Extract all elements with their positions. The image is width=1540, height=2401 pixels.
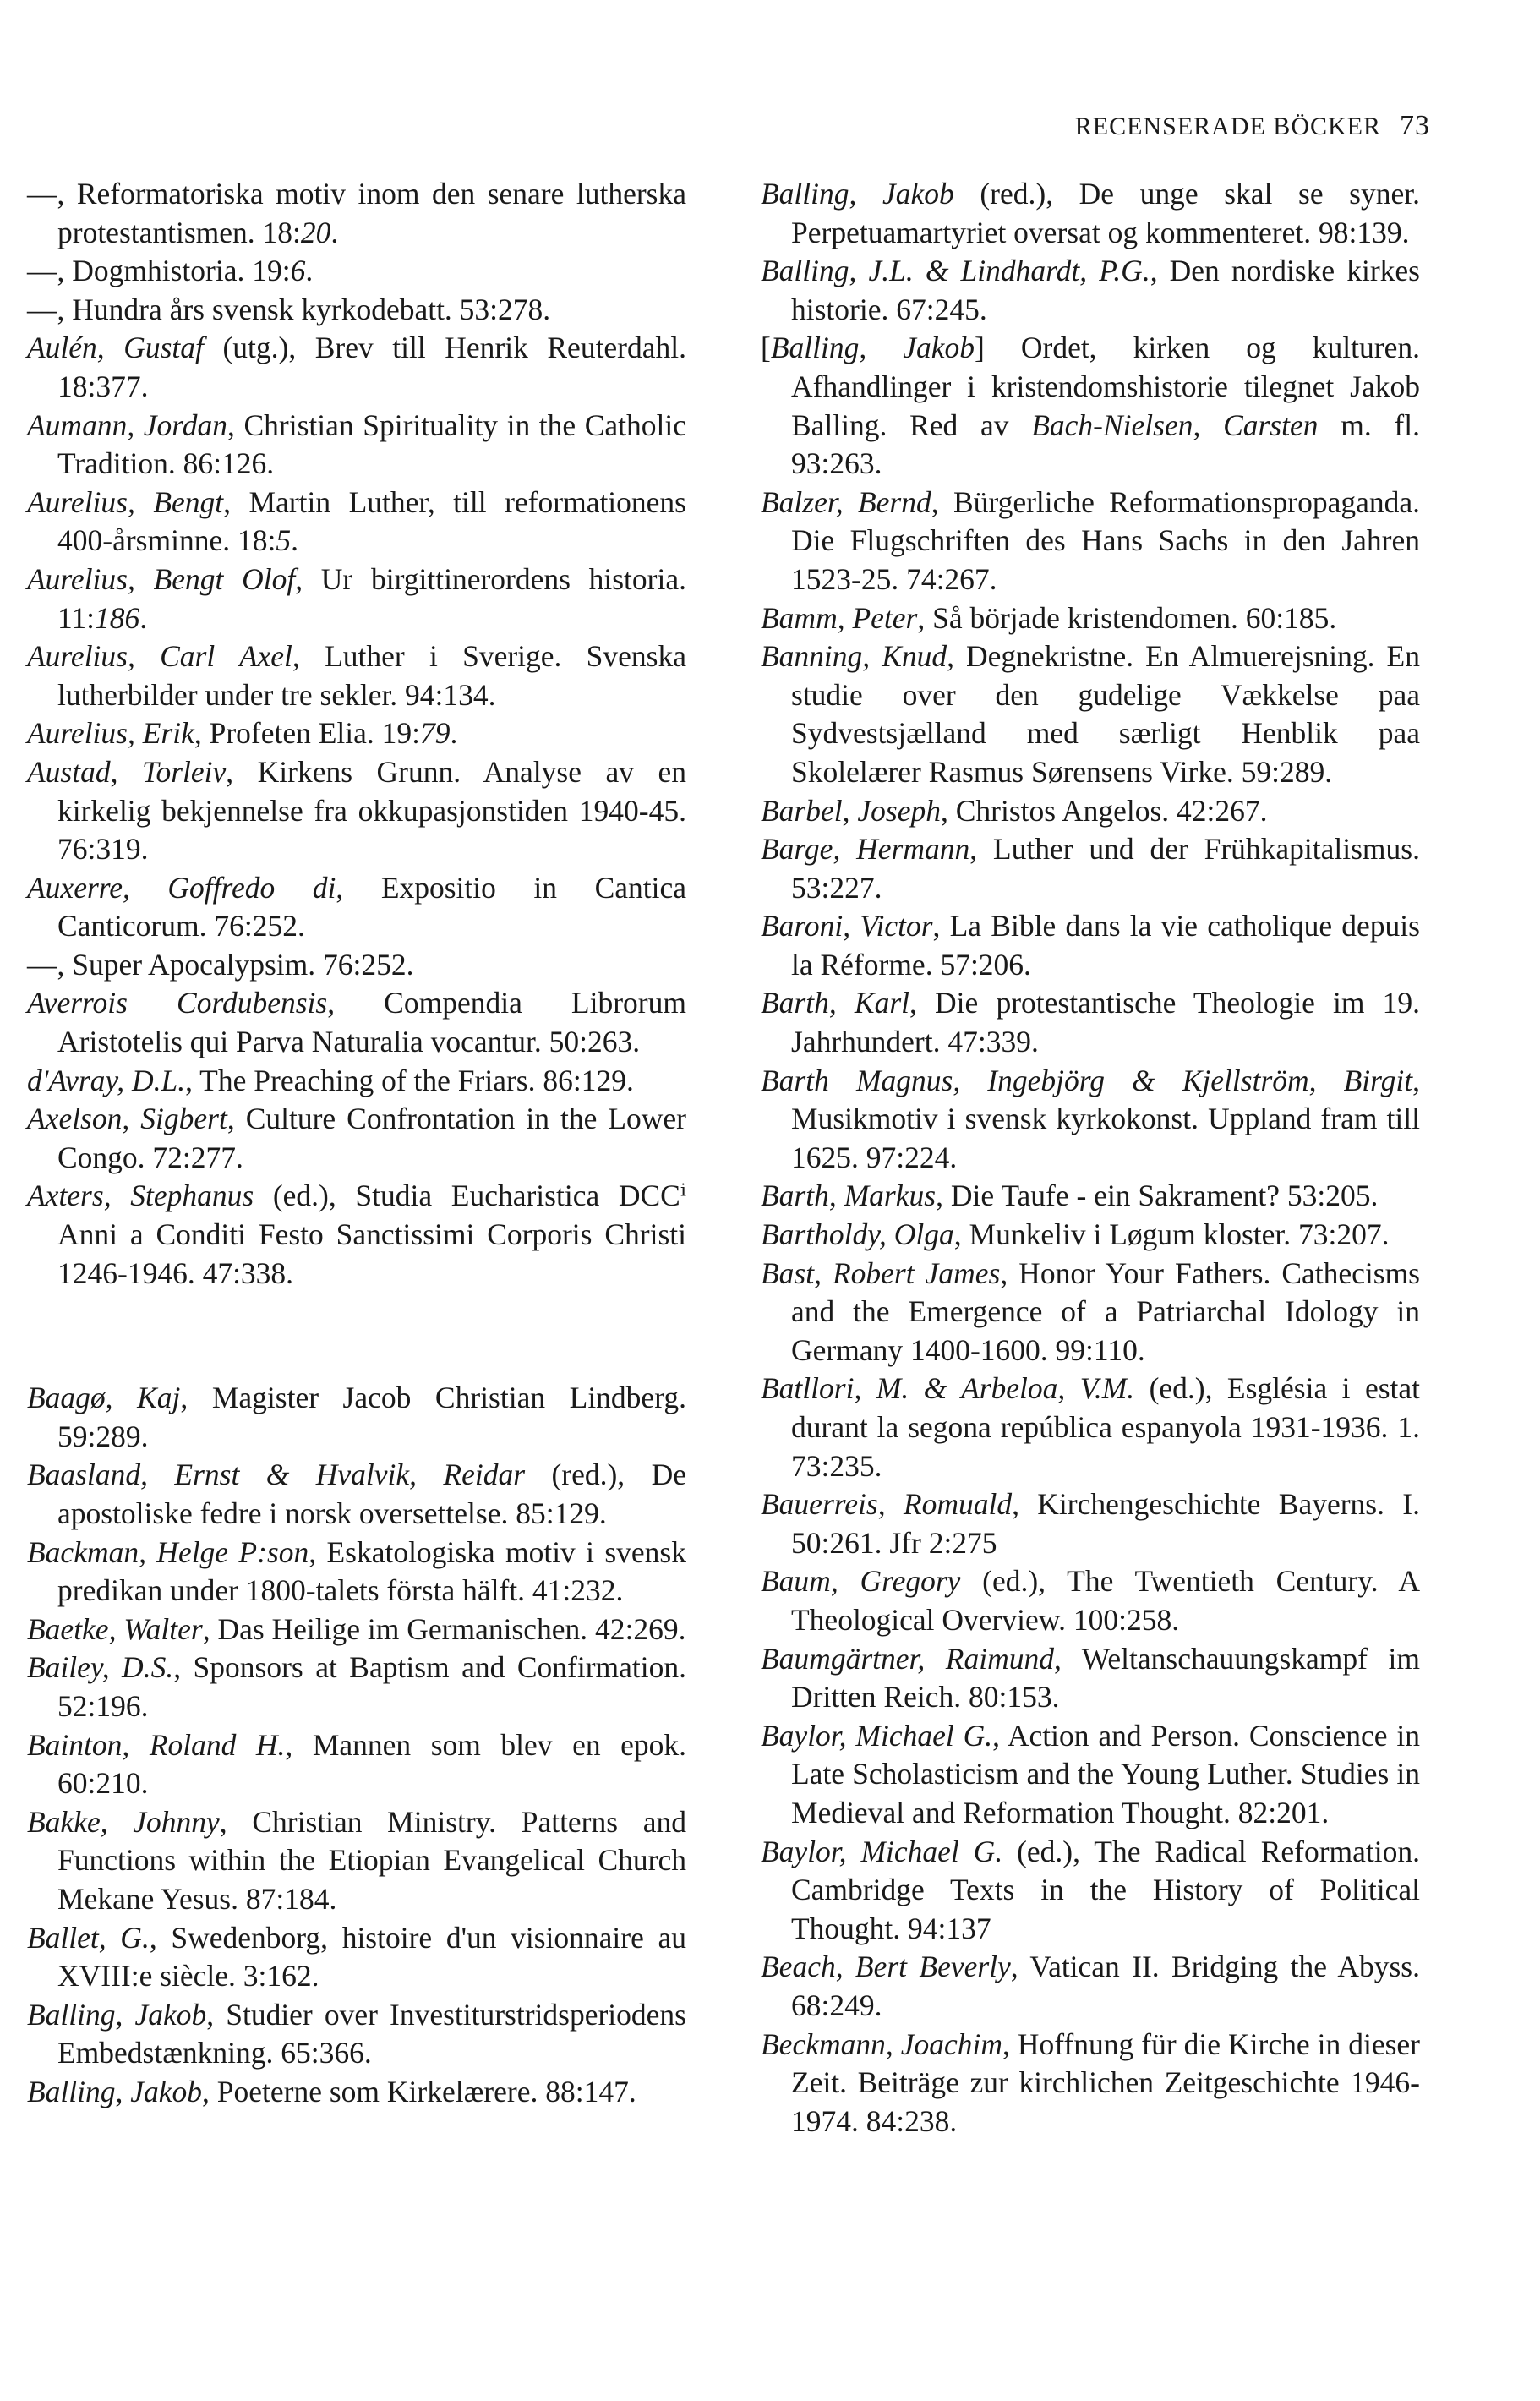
bibliography-entry — [761, 1948, 1420, 2025]
bibliography-entry — [27, 1919, 686, 1996]
entry-author: Bamm, Peter — [761, 600, 918, 635]
bibliography-entry — [27, 869, 686, 946]
entry-author: Barge, Hermann — [761, 832, 970, 867]
entry-author: Batllori, M. & Arbeloa, V.M. — [761, 1371, 1135, 1406]
bibliography-entry — [27, 252, 686, 291]
entry-text: , Christian Ministry. Patterns and Functions within the Etiopian Evangelical Church Mekane Yesus. 87:184. — [57, 1804, 687, 1916]
bibliography-entry — [27, 329, 686, 406]
bibliography-entry — [761, 1177, 1420, 1216]
bibliography-entry — [761, 907, 1420, 984]
bibliography-entry — [27, 1726, 686, 1803]
entry-author: Balzer, Bernd — [761, 484, 931, 519]
entry-text: , Weltanschauungskampf im Dritten Reich. 80:153. — [791, 1641, 1420, 1715]
entry-author: Baroni, Victor — [761, 909, 933, 943]
entry-text: (ed.), The Twentieth Century. A Theological Overview. 100:258. — [791, 1564, 1420, 1637]
entry-author: Bakke, Johnny — [27, 1804, 220, 1839]
bibliography-entry — [27, 714, 686, 753]
bibliography-entry — [27, 291, 686, 330]
entry-author: Barbel, Joseph — [761, 793, 941, 828]
entry-author: Balling, J.L. & Lindhardt, P.G. — [761, 254, 1150, 288]
right-column — [761, 175, 1420, 2141]
bibliography-entry — [27, 1379, 686, 1456]
entry-text: (red.), De unge skal se syner. Perpetuamartyriet oversat og kommenteret. 98:139. — [791, 177, 1420, 249]
bibliography-entry — [27, 1456, 686, 1533]
bibliography-entry — [27, 175, 686, 252]
running-head — [1075, 110, 1430, 142]
entry-ref-italic: 5 — [276, 523, 292, 558]
entry-author: Bartholdy, Olga — [761, 1217, 954, 1252]
entry-text: , Den nordiske kirkes historie. 67:245. — [791, 254, 1420, 326]
bibliography-entry — [27, 1611, 686, 1649]
entry-text: , Vatican II. Bridging the Abyss. 68:249. — [791, 1950, 1420, 2022]
entry-author: Bauerreis, Romuald — [761, 1487, 1013, 1522]
entry-author: Baylor, Michael G. — [761, 1834, 1003, 1868]
entry-author: Baetke, Walter — [27, 1611, 203, 1646]
entry-author: Baumgärtner, Raimund — [761, 1641, 1054, 1676]
entry-author: Aurelius, Carl Axel — [27, 639, 292, 674]
bibliography-entry — [761, 1640, 1420, 1717]
bibliography-entry — [761, 830, 1420, 907]
entry-text: (ed.), The Radical Reformation. Cambridge Texts in the History of Political Thought. 94:137 — [791, 1834, 1420, 1945]
entry-author: Beckmann, Joachim — [761, 2026, 1002, 2061]
entry-text: —, Dogmhistoria. 19: — [27, 254, 291, 288]
entry-text: . — [305, 254, 314, 288]
entry-text: , Die protestantische Theologie im 19. Jahrhundert. 47:339. — [791, 986, 1420, 1059]
entry-text: , Hoffnung für die Kirche in dieser Zeit. Beiträge zur kirchlichen Zeitgeschichte 1946-1974. 84:238. — [791, 2026, 1420, 2138]
entry-text: m. fl. 93:263. — [791, 407, 1420, 481]
entry-text: , Das Heilige im Germanischen. 42:269. — [202, 1611, 686, 1646]
entry-author: Balling, Jakob — [27, 2074, 203, 2108]
entry-author: Aumann, Jordan — [27, 407, 228, 442]
entry-text: , Ur birgittinerordens historia. 11: — [57, 561, 686, 635]
entry-text: , Action and Person. Conscience in Late Scholasticism and the Young Luther. Studies in Medieval and Reformation Thought. 82:201. — [791, 1718, 1420, 1829]
bibliography-entry — [27, 753, 686, 869]
entry-text: , Compendia Librorum Aristotelis qui Parva Naturalia vocantur. 50:263. — [57, 986, 686, 1059]
entry-text: , Luther und der Frühkapitalismus. 53:227. — [791, 832, 1420, 905]
bibliography-entry — [27, 561, 686, 637]
entry-text: , Die Taufe - ein Sakrament? 53:205. — [936, 1179, 1379, 1213]
bibliography-entry — [27, 946, 686, 985]
entry-text: (red.), De apostoliske fedre i norsk oversettelse. 85:129. — [57, 1458, 686, 1530]
entry-author: Barth Magnus, Ingebjörg & Kjellström, Birgit — [761, 1063, 1413, 1097]
entry-author: Aurelius, Bengt — [27, 484, 224, 519]
bibliography-entry — [761, 1485, 1420, 1562]
entry-text: ] Ordet, kirken og kulturen. Afhandlinger i kristendomshistorie tilegnet Jakob Balling. Red av — [791, 331, 1420, 442]
entry-author: d'Avray, D.L. — [27, 1063, 186, 1097]
entry-text: , Kirchengeschichte Bayerns. I. 50:261. Jfr 2:275 — [791, 1487, 1420, 1560]
bibliography-entry — [761, 329, 1420, 483]
entry-text: , Christian Spirituality in the Catholic Tradition. 86:126. — [57, 407, 686, 481]
bibliography-entry — [761, 1216, 1420, 1255]
entry-author: Aurelius, Bengt Olof — [27, 561, 296, 596]
entry-author: Ballet, G. — [27, 1920, 150, 1955]
running-head-title: RECENSERADE BÖCKER — [1074, 112, 1381, 140]
entry-author: Aulén, Gustaf — [27, 331, 204, 365]
bibliography-entry — [761, 599, 1420, 638]
bibliography-entry — [761, 792, 1420, 831]
entry-author: Auxerre, Goffredo di — [27, 870, 336, 905]
entry-ref-italic: 186 — [95, 600, 140, 635]
entry-text: , Studier over Investiturstridsperiodens Embedstænkning. 65:366. — [57, 1997, 686, 2070]
entry-author: Baum, Gregory — [761, 1564, 961, 1599]
bibliography-entry — [761, 637, 1420, 791]
entry-text: , The Preaching of the Friars. 86:129. — [185, 1063, 634, 1097]
entry-text: . — [291, 523, 298, 558]
entry-text: , Christos Angelos. 42:267. — [940, 793, 1268, 828]
entry-author: Backman, Helge P:son — [27, 1534, 309, 1569]
entry-text: , Mannen som blev en epok. 60:210. — [57, 1727, 686, 1801]
bibliography-entry — [27, 1062, 686, 1101]
entry-author: Austad, Torleiv — [27, 754, 227, 789]
entry-ref-italic: 79 — [420, 716, 451, 751]
entry-author: Balling, Jakob — [770, 331, 975, 365]
bibliography-entry — [27, 1996, 686, 2073]
entry-text: , Expositio in Cantica Canticorum. 76:252. — [57, 870, 686, 943]
entry-text: , Profeten Elia. 19: — [194, 716, 421, 751]
entry-text: (ed.), Església i estat durant la segona república espanyola 1931-1936. 1. 73:235. — [791, 1371, 1421, 1483]
entry-text: , Kirkens Grunn. Analyse av en kirkelig bekjennelse fra okkupasjonstiden 1940-45. 76:319. — [57, 754, 686, 867]
entry-text: , Honor Your Fathers. Cathecisms and the Emergence of a Patriarchal Idology in Germany 1400-1600. 99:110. — [791, 1255, 1420, 1367]
bibliography-entry — [27, 1649, 686, 1726]
entry-author: Baagø, Kaj — [27, 1381, 181, 1415]
bibliography-entry — [761, 1562, 1420, 1639]
entry-text: —, Hundra års svensk kyrkodebatt. 53:278. — [27, 292, 551, 326]
entry-text: , Luther i Sverige. Svenska lutherbilder under tre sekler. 94:134. — [57, 639, 686, 712]
entry-text: . — [139, 600, 148, 635]
entry-text: —, Super Apocalypsim. 76:252. — [27, 947, 414, 982]
entry-text: . — [450, 716, 458, 751]
bibliography-entry — [761, 1370, 1420, 1485]
bibliography-entry — [27, 1803, 686, 1919]
entry-text: , Munkeliv i Løgum kloster. 73:207. — [953, 1217, 1390, 1252]
entry-text: , Degnekristne. En Almuerejsning. En studie over den gudelige Vækkelse paa Sydvestsjælland med særligt Henblik paa Skolelærer Rasmus Sørensens Virke. 59:289. — [791, 639, 1420, 789]
bibliography-entry — [27, 984, 686, 1061]
bibliography-entry — [761, 484, 1420, 599]
entry-text: , Så började kristendomen. 60:185. — [917, 600, 1337, 635]
entry-author: Baylor, Michael G. — [761, 1718, 993, 1753]
entry-author: Balling, Jakob — [761, 177, 954, 211]
entry-author: Averrois Cordubensis — [27, 986, 328, 1020]
section-gap — [27, 1293, 686, 1379]
entry-text: , Martin Luther, till reformationens 400-årsminne. 18: — [57, 484, 686, 558]
bibliography-entry — [27, 637, 686, 714]
page-number: 73 — [1400, 110, 1430, 141]
entry-text: , Culture Confrontation in the Lower Congo. 72:277. — [57, 1102, 686, 1174]
entry-author: Baasland, Ernst & Hvalvik, Reidar — [27, 1458, 526, 1492]
entry-author: Axelson, Sigbert — [27, 1102, 227, 1136]
entry-text: (utg.), Brev till Henrik Reuterdahl. 18:377. — [57, 331, 687, 403]
entry-text: . — [330, 215, 339, 249]
bibliography-entry — [761, 252, 1420, 329]
entry-text: —, Reformatoriska motiv inom den senare lutherska protestantismen. 18: — [27, 177, 686, 249]
entry-text: , Sponsors at Baptism and Confirmation. 52:196. — [57, 1650, 686, 1723]
entry-author: Aurelius, Erik — [27, 716, 194, 751]
entry-author: Axters, Stephanus — [27, 1179, 254, 1213]
entry-author: Barth, Karl — [761, 986, 910, 1020]
bibliography-entry — [761, 1062, 1420, 1178]
entry-author: Bailey, D.S. — [27, 1650, 174, 1685]
entry-text: , Musikmotiv i svensk kyrkokonst. Uppland fram till 1625. 97:224. — [791, 1063, 1420, 1174]
entry-author: Balling, Jakob — [27, 1997, 207, 2032]
bibliography-entry — [27, 1100, 686, 1177]
bibliography-entry — [761, 984, 1420, 1061]
entry-author: Bach-Nielsen, Carsten — [1031, 407, 1319, 442]
entry-author: Barth, Markus — [761, 1179, 937, 1213]
entry-text: , Magister Jacob Christian Lindberg. 59:289. — [57, 1381, 686, 1453]
bibliography-entry — [761, 1717, 1420, 1833]
bibliography-entry — [27, 2073, 686, 2112]
entry-ref-italic: 20 — [300, 215, 331, 249]
entry-author: Banning, Knud — [761, 639, 947, 674]
entry-author: Beach, Bert Beverly — [761, 1950, 1011, 1984]
bibliography-entry — [27, 407, 686, 484]
entry-text: , Eskatologiska motiv i svensk predikan under 1800-talets första hälft. 41:232. — [57, 1534, 686, 1608]
entry-text: (ed.), Studia Eucharistica DCCⁱ Anni a Conditi Festo Sanctissimi Corporis Christi 1246-1946. 47:338. — [57, 1179, 686, 1290]
entry-text: , Poeterne som Kirkelærere. 88:147. — [202, 2074, 636, 2108]
bibliography-entry — [761, 175, 1420, 252]
bibliography-entry — [27, 484, 686, 561]
entry-text: , Bürgerliche Reformationspropaganda. Die Flugschriften des Hans Sachs in den Jahren 1523-25. 74:267. — [791, 484, 1420, 596]
entry-author: Bast, Robert James — [761, 1255, 1001, 1290]
entry-text: [ — [761, 331, 771, 365]
entry-author: Bainton, Roland H. — [27, 1727, 286, 1762]
bibliography-entry — [761, 2026, 1420, 2141]
bibliography-entry — [27, 1534, 686, 1611]
bibliography-entry — [761, 1833, 1420, 1949]
entry-text: , Swedenborg, histoire d'un visionnaire au XVIII:e siècle. 3:162. — [57, 1920, 687, 1994]
bibliography-entry — [761, 1255, 1420, 1370]
left-column — [27, 175, 686, 2112]
bibliography-entry — [27, 1177, 686, 1293]
entry-text: , La Bible dans la vie catholique depuis la Réforme. 57:206. — [791, 909, 1420, 982]
entry-ref-italic: 6 — [290, 254, 306, 288]
